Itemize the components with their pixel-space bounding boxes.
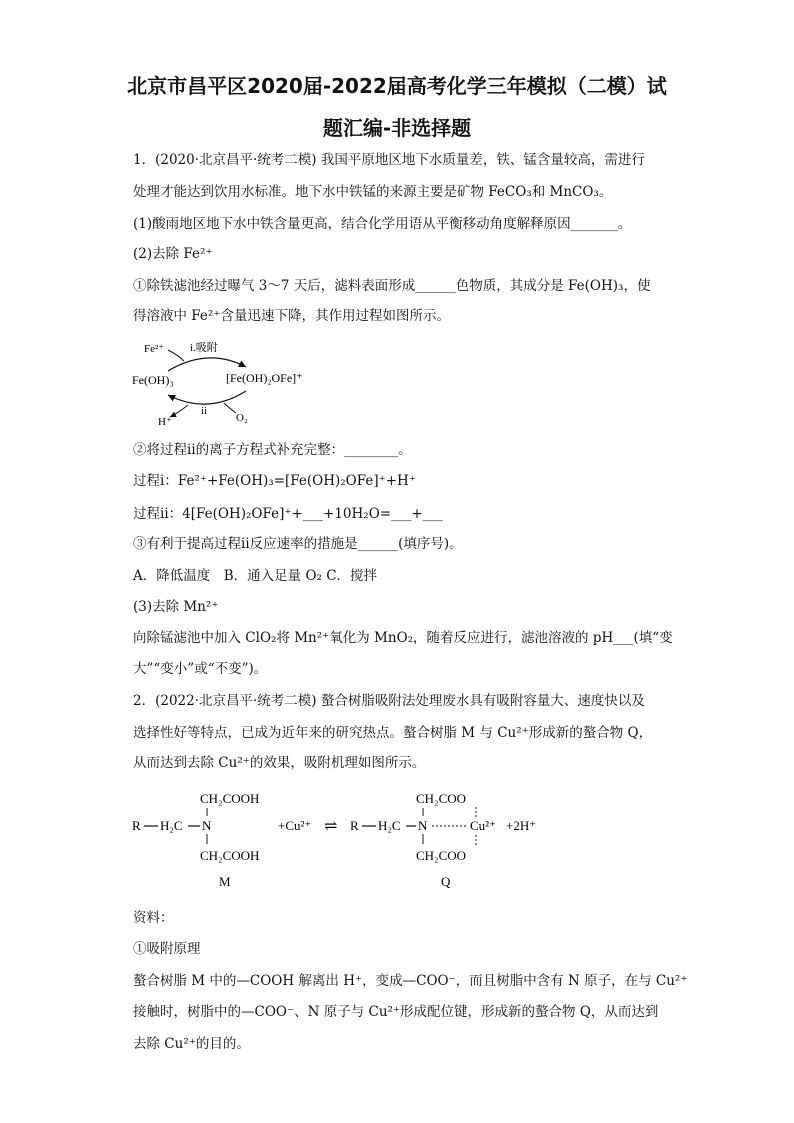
- text-line: ①除铁滤池经过曝气 3～7 天后，滤料表面形成______色物质，其成分是 Fe(OH)₃，使: [133, 278, 651, 294]
- label-q: Q: [441, 874, 451, 889]
- text-line: 处理才能达到饮用水标准。地下水中铁锰的来源主要是矿物 FeCO₃和 MnCO₃。: [133, 184, 613, 200]
- feoh3-label: Fe(OH)₃: [132, 373, 174, 387]
- plus-cu: +Cu²⁺: [278, 818, 312, 833]
- arrow-bottom: [168, 391, 246, 404]
- text-line: 选择性好等特点，已成为近年来的研究热点。螯合树脂 M 与 Cu²⁺形成新的螯合物 Q，: [133, 725, 653, 741]
- step-i-label: i.吸附: [190, 342, 218, 354]
- text-line: 接触时，树脂中的—COO⁻、N 原子与 Cu²⁺形成配位键，形成新的螯合物 Q，从而达到: [133, 1004, 659, 1020]
- text-line: ②将过程ⅱ的离子方程式补充完整：________。: [133, 442, 412, 458]
- text-line: A．降低温度 B．通入足量 O₂ C．搅拌: [133, 568, 378, 584]
- text-line: (2)去除 Fe²⁺: [133, 246, 213, 262]
- text-line: 过程ⅰ：Fe²⁺+Fe(OH)₃=[Fe(OH)₂OFe]⁺+H⁺: [133, 473, 416, 489]
- text-line: 螯合树脂 M 中的—COOH 解离出 H⁺，变成—COO⁻，而且树脂中含有 N 原子，在与 Cu²⁺: [133, 973, 688, 989]
- arrow-o2-in: [224, 403, 236, 413]
- text-line: (3)去除 Mn²⁺: [133, 599, 219, 615]
- arrow-h-out: [170, 405, 188, 417]
- r-right: R: [350, 818, 359, 833]
- arrow-fe-in: [168, 350, 184, 361]
- text-line: 从而达到去除 Cu²⁺的效果，吸附机理如图所示。: [133, 755, 426, 771]
- h2c-left: H₂C: [160, 818, 183, 833]
- text-line: 资料：: [133, 910, 174, 926]
- step-ii-label: ii: [201, 405, 208, 417]
- ch2coo-top: CH₂COO: [416, 791, 467, 806]
- arrow-top: [168, 358, 246, 371]
- o2-label: O₂: [236, 412, 248, 424]
- text-line: 去除 Cu²⁺的目的。: [133, 1036, 250, 1052]
- ch2cooh-top: CH₂COOH: [200, 791, 260, 806]
- n-right: N: [418, 818, 428, 833]
- text-line: ①吸附原理: [133, 941, 201, 957]
- ch2coo-bottom: CH₂COO: [416, 848, 467, 863]
- plus-2h: +2H⁺: [506, 818, 537, 833]
- equilibrium-arrow: ⇌: [324, 818, 338, 835]
- complex-label: [Fe(OH)₂OFe]⁺: [226, 371, 303, 385]
- cu-center: Cu²⁺: [470, 818, 496, 833]
- fe2-label: Fe²⁺: [144, 343, 165, 355]
- h-plus-label: H⁺: [158, 416, 172, 428]
- text-line: 1．(2020·北京昌平·统考二模) 我国平原地区地下水质量差，铁、锰含量较高，需进行: [133, 152, 645, 168]
- fe-cycle-diagram: [128, 335, 328, 435]
- h2c-right: H₂C: [378, 818, 401, 833]
- text-line: 2．(2022·北京昌平·统考二模) 螯合树脂吸附法处理废水具有吸附容量大、速度快以及: [133, 693, 645, 709]
- doc-title-line2: 题汇编-非选择题: [322, 116, 472, 140]
- doc-title-line1: 北京市昌平区2020届-2022届高考化学三年模拟（二模）试: [127, 74, 667, 98]
- text-line: 大”“变小”或“不变”)。: [133, 661, 268, 677]
- text-line: ③有利于提高过程ⅱ反应速率的措施是______(填序号)。: [133, 536, 463, 552]
- ch2cooh-bottom: CH₂COOH: [200, 848, 260, 863]
- text-line: (1)酸雨地区地下水中铁含量更高，结合化学用语从平衡移动角度解释原因_______。: [133, 216, 632, 232]
- text-line: 过程ⅱ：4[Fe(OH)₂OFe]⁺+___+10H₂O=___+___: [133, 506, 443, 522]
- label-m: M: [219, 874, 231, 889]
- chelate-reaction-diagram: [128, 785, 568, 895]
- r-left: R: [132, 818, 141, 833]
- n-left: N: [202, 818, 212, 833]
- text-line: 得溶液中 Fe²⁺含量迅速下降，其作用过程如图所示。: [133, 308, 450, 324]
- text-line: 向除锰滤池中加入 ClO₂将 Mn²⁺氧化为 MnO₂，随着反应进行，滤池溶液的 pH___(填“变: [133, 630, 673, 646]
